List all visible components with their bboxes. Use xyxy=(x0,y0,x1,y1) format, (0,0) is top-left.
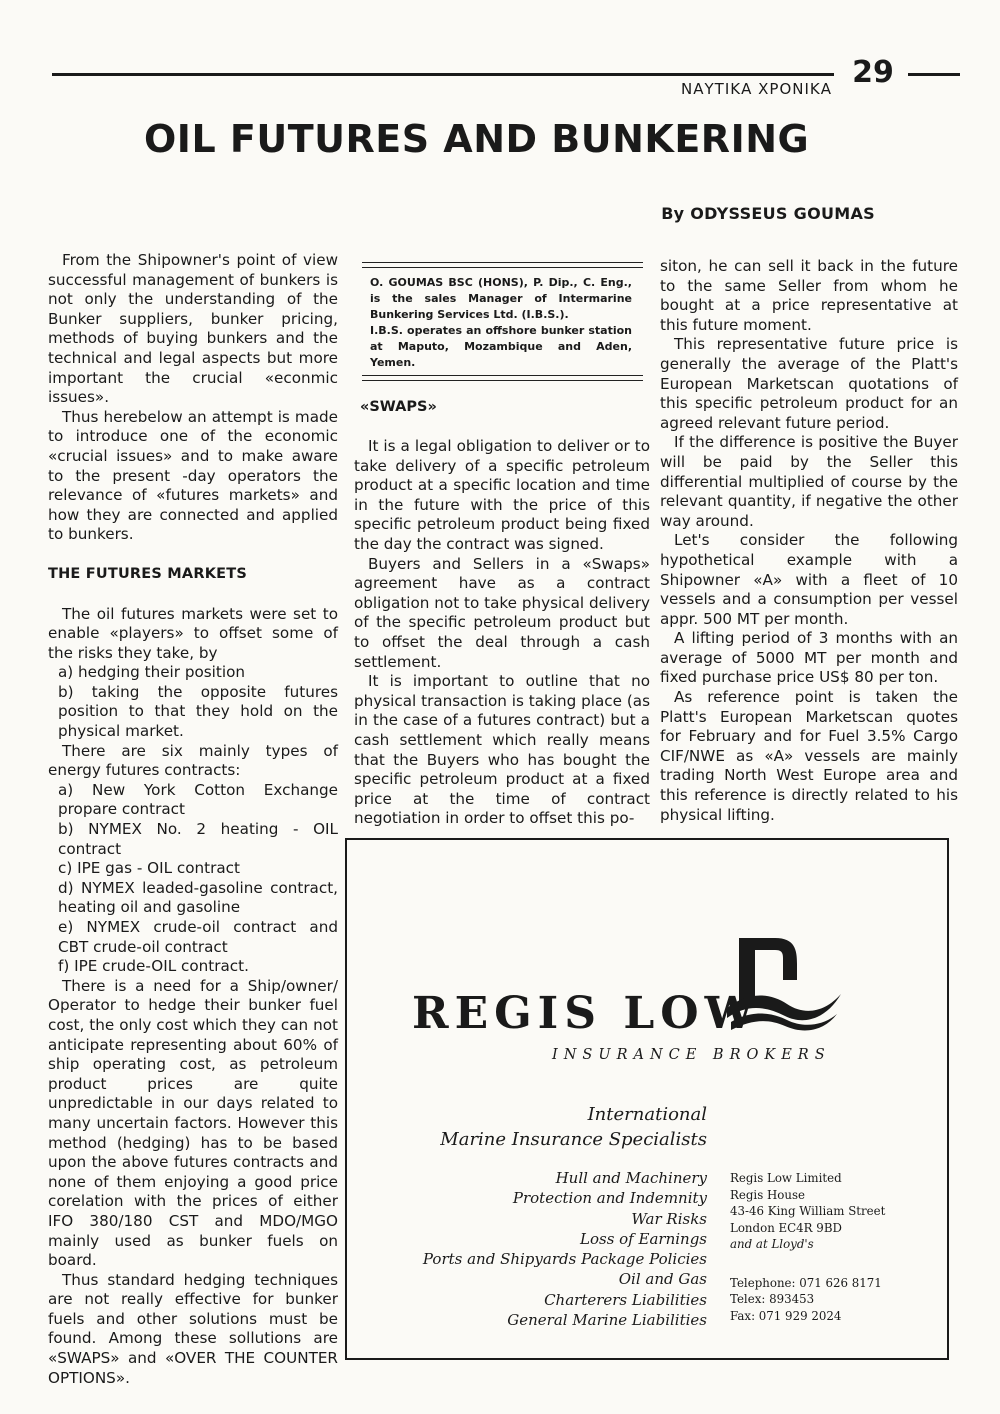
paragraph: There is a need for a Ship/owner/ Operator to hedge their bunker fuel cost, the only cost which they can not anticipate representing about 60% of ship operating cost, as petroleum product prices are quite unpredictable in our days related to many uncertain factors. However this method (hedging) has to be based upon the above futures contracts and none of them enjoying a good price corelation with the prices of either IFO 380/180 CST and MDO/MGO mainly used as bunker fuels on board. xyxy=(48,976,338,1270)
brand-tagline: INSURANCE BROKERS xyxy=(552,1047,831,1063)
service-item: Loss of Earnings xyxy=(580,1229,707,1248)
service-item: Hull and Machinery xyxy=(555,1169,707,1187)
list-item: d) NYMEX leaded-gasoline contract, heating oil and gasoline xyxy=(58,878,338,917)
list-item: f) IPE crude-OIL contract. xyxy=(58,957,249,976)
service-item: Charterers Liabilities xyxy=(544,1290,707,1309)
telex: Telex: 893453 xyxy=(730,1292,815,1306)
paragraph: siton, he can sell it back in the future to the same Seller from whom he bought at a price representative at this future moment. xyxy=(660,257,958,334)
address-line: 43-46 King William Street xyxy=(730,1204,886,1218)
list-item: e) NYMEX crude-oil contract and CBT crude-oil contract xyxy=(58,918,338,956)
specialty-line: Marine Insurance Specialists xyxy=(440,1129,707,1150)
column-3 xyxy=(660,257,958,825)
telephone: Telephone: 071 626 8171 xyxy=(730,1275,882,1290)
service-item: War Risks xyxy=(631,1209,707,1228)
paragraph: Thus herebelow an attempt is made to introduce one of the economic «crucial issues» and to make aware to the present -day operators the relevance of «futures markets» and how they are connected and applied to bunkers. xyxy=(48,407,338,544)
byline: By ODYSSEUS GOUMAS xyxy=(661,204,875,223)
service-item: Ports and Shipyards Package Policies xyxy=(422,1250,707,1269)
paragraph: It is a legal obligation to deliver or to take delivery of a specific petroleum product at a specific location and time in the future with the price of this specific petroleum product being fixed the day the contract was signed. xyxy=(354,437,650,553)
paragraph: If the difference is positive the Buyer will be paid by the Seller this differential multiplied of course by the relevant quantity, if negative the other way around. xyxy=(660,433,958,530)
paragraph: There are six mainly types of energy futures contracts: xyxy=(48,741,338,780)
address-line: London EC4R 9BD xyxy=(730,1220,842,1235)
paragraph: From the Shipowner's point of view successful management of bunkers is not only the understanding of the Bunker suppliers, bunker pricing, methods of buying bunkers and the technical and legal aspects but more important the crucial «econmic issues». xyxy=(48,251,338,407)
paragraph: As reference point is taken the Platt's European Marketscan quotes for February and for Fuel 3.5% Cargo CIF/NWE as «A» vessels are mainly trading North West Europe area and this reference is directly related to his physical lifting. xyxy=(660,688,958,824)
list-item: c) IPE gas - OIL contract xyxy=(58,859,240,878)
list-item: a) New York Cotton Exchange propare contract xyxy=(58,780,338,819)
paragraph: Thus standard hedging techniques are not really effective for bunker fuels and other solutions must be found. Among these sollutions are «SWAPS» and «OVER THE COUNTER OPTIONS». xyxy=(48,1270,338,1387)
header-rule-right xyxy=(908,73,960,76)
author-bio: O. GOUMAS BSC (HONS), P. Dip., C. Eng., is the sales Manager of Intermarine Bunkering Services Ltd. (I.B.S.). xyxy=(370,276,632,321)
author-box-rule-bottom xyxy=(362,375,643,381)
section-heading: THE FUTURES MARKETS xyxy=(48,565,247,582)
article-title: OIL FUTURES AND BUNKERING xyxy=(144,117,810,161)
paragraph: This representative future price is generally the average of the Platt's European Marketscan quotations of this specific petroleum product for an agreed relevant future period. xyxy=(660,335,958,432)
address-line: Regis House xyxy=(730,1187,806,1202)
paragraph: Buyers and Sellers in a «Swaps» agreement have as a contract obligation not to take physical delivery of the specific petroleum product but to offset the deal through a cash settlement. xyxy=(354,554,650,671)
paragraph: It is important to outline that no physical transaction is taking place (as in the case of a futures contract) but a cash settlement which really means that the Buyers who has bought the specific petroleum product at a fixed price at the time of contract negotiation in order to offset this po- xyxy=(354,672,650,828)
lloyds-note: and at Lloyd's xyxy=(730,1237,814,1251)
list-item: b) NYMEX No. 2 heating - OIL contract xyxy=(58,820,338,858)
specialty-line: International xyxy=(587,1104,707,1125)
author-box xyxy=(370,275,632,371)
address-line: Regis Low Limited xyxy=(730,1171,842,1185)
column-1 xyxy=(48,251,338,1388)
fax: Fax: 071 929 2024 xyxy=(730,1308,842,1323)
list-item: b) taking the opposite futures position to that they hold on the physical market. xyxy=(58,682,338,741)
list-item: a) hedging their position xyxy=(58,663,245,682)
page-number: 29 xyxy=(852,55,894,90)
paragraph: A lifting period of 3 months with an average of 5000 MT per month and fixed purchase price US$ 80 per ton. xyxy=(660,629,958,687)
paragraph: The oil futures markets were set to enable «players» to offset some of the risks they take, by xyxy=(48,604,338,662)
section-heading-swaps: «SWAPS» xyxy=(360,399,437,415)
header-rule-left xyxy=(52,73,834,76)
contact-details xyxy=(730,1170,930,1324)
journal-name: ΝΑΥΤΙΚΑ ΧΡΟΝΙΚΑ xyxy=(681,80,832,98)
specialty xyxy=(407,1102,707,1152)
paragraph: Let's consider the following hypothetical example with a Shipowner «A» with a fleet of 10 vessels and a consumption per vessel appr. 500 MT per month. xyxy=(660,531,958,628)
author-box-rule-top xyxy=(362,262,643,268)
advertisement xyxy=(345,838,949,1360)
author-company: I.B.S. operates an offshore bunker station at Maputo, Mozambique and Aden, Yemen. xyxy=(370,324,632,369)
service-item: Oil and Gas xyxy=(618,1270,707,1289)
service-item: Protection and Indemnity xyxy=(512,1189,707,1208)
column-2 xyxy=(354,437,650,829)
brand-name: REGIS LOW xyxy=(412,988,761,1039)
services-list xyxy=(387,1168,707,1330)
service-item: General Marine Liabilities xyxy=(507,1311,707,1330)
